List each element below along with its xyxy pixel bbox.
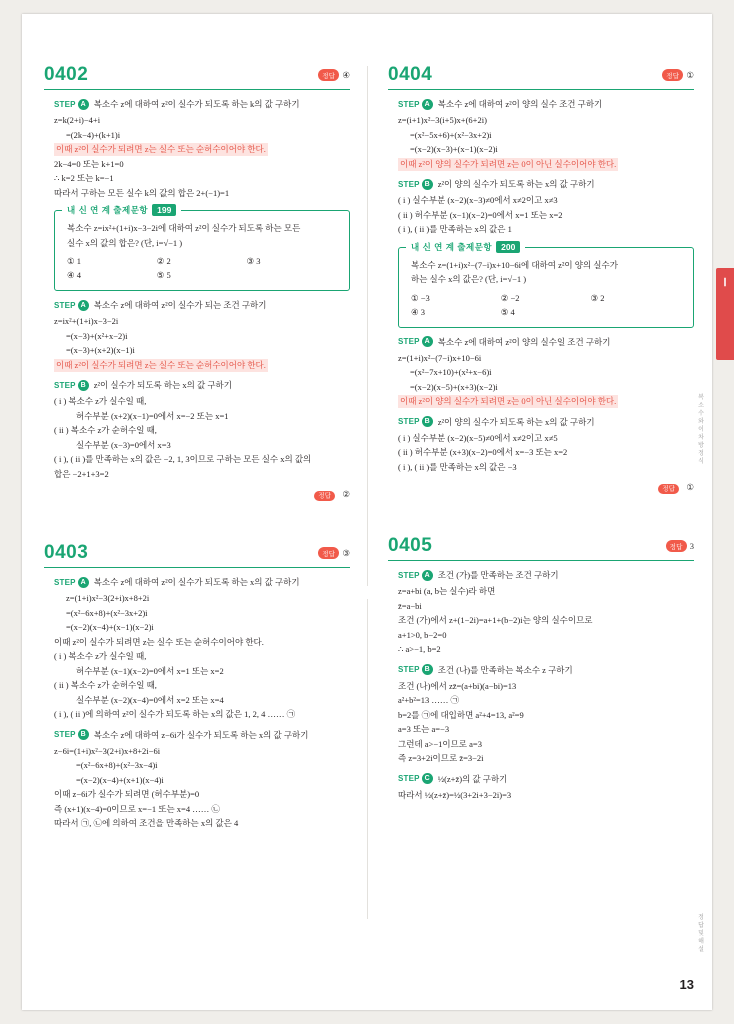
solution-line: =(x²−6x+8)+(x²−3x+2)i: [66, 607, 148, 618]
solution-line-highlight: 이때 z²이 양의 실수가 되려면 z는 0이 아닌 실수이어야 한다.: [400, 396, 617, 406]
solution-line: ( ii ) 허수부분 (x−1)(x−2)=0에서 x=1 또는 x=2: [398, 209, 563, 220]
inner-step-a: [54, 299, 350, 311]
solution-line: ( i ) 복소수 z가 실수일 때,: [54, 396, 147, 406]
step-title: 복소수 z에 대하여 z²이 실수가 되는 조건 구하기: [93, 300, 267, 310]
choice-item[interactable]: ④ 4: [67, 270, 81, 280]
answer-value: ②: [342, 489, 350, 499]
solution-line: ( ii ) 허수부분 (x+3)(x−2)=0에서 x=−3 또는 x=2: [398, 447, 568, 457]
solution-line-highlight: 이때 z²이 실수가 되려면 z는 실수 또는 순허수이어야 한다.: [56, 359, 266, 370]
solution-line: z=a+bi (a, b는 실수)라 하면: [398, 586, 496, 596]
solution-line: b=2를 ㉠에 대입하면 a²+4=13, a²=9: [398, 709, 524, 720]
question-line: 복소수 z=(1+i)x²−(7−i)x+10−6i에 대하여 z²이 양의 실수가: [411, 259, 618, 270]
problem-0403: [44, 542, 350, 831]
step-letter: A: [422, 99, 433, 110]
step-badge-text: STEP: [398, 179, 420, 189]
solution-line: =(2k−4)+(k+1)i: [66, 129, 121, 140]
step-b: [398, 178, 694, 190]
step-badge-text: STEP: [54, 730, 76, 739]
answer-badge: [318, 69, 350, 81]
choice-item[interactable]: ① 1: [67, 256, 81, 266]
choice-item[interactable]: ② 2: [156, 256, 171, 266]
problem-0402: [44, 64, 350, 502]
problem-0405: [388, 535, 694, 802]
solution-line: ∴ a>−1, b=2: [398, 644, 441, 654]
step-badge-text: STEP: [398, 99, 420, 109]
solution-line: 즉 (x+1)(x−4)=0이므로 x=−1 또는 x=4 …… ㉡: [54, 803, 220, 814]
left-column: [44, 64, 350, 847]
inner-answer-badge: [398, 477, 694, 495]
solution-line: 이때 z²이 실수가 되려면 z는 실수 또는 순허수이어야 한다.: [54, 636, 264, 647]
step-title: 복소수 z에 대하여 z²이 양의 실수 조건 구하기: [437, 99, 603, 109]
answer-badge: [666, 540, 694, 552]
solution-line: z=ix²+(1+i)x−3−2i: [54, 316, 119, 326]
solution-line: =(x−3)+(x+2)(x−1)i: [66, 345, 135, 355]
solution-line: =(x−3)+(x²+x−2)i: [66, 330, 128, 341]
step-title: 조건 (나)를 만족하는 복소수 z 구하기: [437, 664, 573, 675]
answer-badge: [662, 69, 694, 81]
problem-header: [388, 64, 694, 90]
step-title: 조건 (가)를 만족하는 조건 구하기: [437, 570, 559, 580]
step-title: z²이 양의 실수가 되도록 하는 x의 값 구하기: [437, 179, 595, 189]
solution-line: 합은 −2+1+3=2: [54, 468, 109, 479]
choice-item[interactable]: ③ 3: [246, 256, 261, 266]
related-question-body: [399, 259, 693, 319]
step-badge-text: STEP: [398, 337, 420, 346]
related-question-number: 200: [496, 241, 520, 253]
solution-line: =(x²−6x+8)+(x²−3x−4)i: [76, 760, 158, 770]
question-line: 복소수 z=ix²+(1+i)x−3−2i에 대하여 z²이 실수가 되도록 하는 모든: [67, 223, 301, 233]
problem-number: 0403: [44, 542, 89, 563]
choice-item[interactable]: ② −2: [500, 292, 520, 303]
step-title: 복소수 z에 대하여 z²이 양의 실수일 조건 구하기: [437, 336, 611, 347]
answer-value: ①: [686, 69, 694, 80]
solution-line: 조건 (가)에서 z+(1−2i)=a+1+(b−2)i는 양의 실수이므로: [398, 615, 593, 625]
solution-line: 이때 z−6i가 실수가 되려면 (허수부분)=0: [54, 789, 200, 799]
solution-line: ∴ k=2 또는 k=−1: [54, 173, 114, 183]
problem-header: [44, 542, 350, 568]
solution-line: z=(1+i)x²−(7−i)x+10−6i: [398, 352, 482, 363]
solution-line: ( i ), ( ii )를 만족하는 x의 값은 −2, 1, 3이므로 구하는 모든 실수 x의 값의: [54, 454, 312, 464]
solution-line: 실수부분 (x−3)=0에서 x=3: [76, 439, 171, 450]
step-title: 복소수 z에 대하여 z²이 실수가 되도록 하는 k의 값 구하기: [93, 99, 300, 109]
solution-line: 실수부분 (x−2)(x−4)=0에서 x=2 또는 x=4: [76, 694, 224, 705]
step-letter: B: [78, 729, 89, 740]
question-line: 실수 x의 값의 합은? (단, i=√−1 ): [67, 237, 183, 248]
step-badge-text: STEP: [398, 417, 420, 426]
step-badge-text: STEP: [54, 300, 76, 310]
answer-label: 정답: [318, 69, 339, 81]
answer-value: ④: [342, 69, 350, 80]
solution-line-highlight: 이때 z²이 양의 실수가 되려면 z는 0이 아닌 실수이어야 한다.: [400, 158, 617, 169]
step-badge-text: STEP: [54, 99, 76, 109]
question-line: 하는 실수 x의 값은? (단, i=√−1 ): [411, 274, 527, 284]
answer-label: 정답: [314, 491, 335, 501]
choice-item[interactable]: ③ 2: [590, 292, 605, 303]
step-title: 복소수 z에 대하여 z²이 실수가 되도록 하는 x의 값 구하기: [93, 577, 300, 587]
solution-line: ( i ) 실수부분 (x−2)(x−3)≠0에서 x≠2이고 x≠3: [398, 195, 558, 205]
problem-header: [388, 535, 694, 561]
solution-line: z=(i+1)x²−3(i+5)x+(6+2i): [398, 115, 487, 125]
solution-line: ( i ), ( ii )를 만족하는 x의 값은 −3: [398, 461, 517, 472]
step-letter: A: [78, 99, 89, 110]
solution-line: ( ii ) 복소수 z가 순허수일 때,: [54, 680, 157, 690]
solution-line: ( i ), ( ii )에 의하여 z²이 실수가 되도록 하는 x의 값은 1, 2, 4 …… ㉠: [54, 709, 296, 719]
step-badge-text: STEP: [398, 665, 420, 674]
step-title: ½(z+z̄)의 값 구하기: [437, 773, 508, 784]
related-question-header: [62, 204, 181, 216]
inner-step-b: [54, 379, 350, 391]
step-title: z²이 양의 실수가 되도록 하는 x의 값 구하기: [437, 416, 595, 427]
answer-badge: [318, 547, 350, 559]
solution-line: 허수부분 (x−1)(x−2)=0에서 x=1 또는 x=2: [76, 665, 224, 676]
answer-label: 정답: [662, 69, 683, 81]
solution-line: =(x−2)(x−4)+(x+1)(x−4)i: [76, 774, 164, 785]
related-question-header: [406, 241, 525, 253]
step-a: [398, 98, 694, 110]
solution-line: ( ii ) 복소수 z가 순허수일 때,: [54, 425, 157, 435]
solution-line: 즉 z=3+2i이므로 z̄=3−2i: [398, 753, 484, 763]
answer-label: 정답: [666, 540, 687, 552]
solution-line: =(x²−7x+10)+(x²+x−6)i: [410, 367, 492, 377]
step-b: [398, 664, 694, 676]
step-letter: A: [78, 577, 89, 588]
problem-0404: [388, 64, 694, 495]
solution-line: z=(1+i)x²−3(2+i)x+8+2i: [66, 593, 150, 603]
related-question-body: [55, 222, 349, 282]
solution-line: 조건 (나)에서 zz̄=(a+bi)(a−bi)=13: [398, 680, 517, 691]
answer-value: ③: [342, 547, 350, 558]
page-number: 13: [679, 977, 694, 992]
inner-step-a: [398, 336, 694, 348]
step-letter: A: [422, 570, 433, 581]
solution-line: =(x−2)(x−5)+(x+3)(x−2)i: [410, 381, 498, 392]
solution-line: 그런데 a>−1이므로 a=3: [398, 738, 482, 749]
choice-item[interactable]: ⑤ 4: [500, 306, 515, 317]
step-letter: C: [422, 773, 433, 784]
related-question-number: 199: [152, 204, 176, 216]
solution-line: 허수부분 (x+2)(x−1)=0에서 x=−2 또는 x=1: [76, 410, 229, 421]
inner-answer-badge: [54, 484, 350, 502]
inner-step-b: [398, 416, 694, 428]
solution-line: 따라서 구하는 모든 실수 k의 값의 합은 2+(−1)=1: [54, 187, 230, 198]
step-a: [54, 98, 350, 110]
choice-item[interactable]: ④ 3: [411, 306, 425, 317]
step-a: [398, 569, 694, 581]
step-badge-text: STEP: [54, 577, 76, 587]
problem-number: 0404: [388, 64, 433, 85]
step-letter: B: [422, 416, 433, 427]
answer-label: 정답: [658, 484, 679, 494]
step-title: z²이 실수가 되도록 하는 x의 값 구하기: [93, 380, 232, 390]
solution-line: a+1>0, b−2=0: [398, 629, 447, 640]
step-letter: A: [78, 300, 89, 311]
side-note-section: 정답 및 해설: [698, 915, 704, 953]
step-c: [398, 773, 694, 785]
answer-value: ①: [686, 482, 694, 492]
step-letter: B: [422, 179, 433, 190]
choice-list: [411, 291, 683, 319]
related-question-box-200: [398, 241, 694, 328]
column-divider-bottom: [367, 599, 368, 919]
problem-header: [44, 64, 350, 90]
step-letter: B: [78, 380, 89, 391]
related-question-box-199: [54, 205, 350, 291]
choice-item[interactable]: ⑤ 5: [156, 270, 171, 280]
step-badge-text: STEP: [398, 570, 420, 580]
problem-body: [388, 98, 694, 495]
step-letter: A: [422, 336, 433, 347]
solution-line: ( i ), ( ii )를 만족하는 x의 값은 1: [398, 224, 512, 234]
solution-line-highlight: 이때 z²이 실수가 되려면 z는 실수 또는 순허수이어야 한다.: [56, 144, 266, 154]
solution-line: 2k−4=0 또는 k+1=0: [54, 158, 124, 169]
problem-number: 0405: [388, 535, 433, 556]
solution-line: 따라서 ㉠, ㉡에 의하여 조건을 만족하는 x의 값은 4: [54, 818, 239, 828]
answer-sheet-page: [22, 14, 712, 1010]
choice-list: [67, 254, 339, 282]
step-a: [54, 576, 350, 588]
problem-body: [44, 576, 350, 831]
column-divider-top: [367, 66, 368, 586]
problem-number: 0402: [44, 64, 89, 85]
solution-line: =(x−2)(x−4)+(x−1)(x−2)i: [66, 622, 154, 632]
step-badge-text: STEP: [398, 774, 420, 783]
right-column: [388, 64, 694, 818]
solution-line: z−6i=(1+i)x²−3(2+i)x+8+2i−6i: [54, 745, 161, 756]
solution-line: z̄=a−bi: [398, 600, 422, 611]
answer-label: 정답: [318, 547, 339, 559]
step-badge-text: STEP: [54, 380, 76, 390]
solution-line: 따라서 ½(z+z̄)=½(3+2i+3−2i)=3: [398, 789, 512, 800]
step-letter: B: [422, 664, 433, 675]
solution-line: z=k(2+i)−4+i: [54, 115, 101, 125]
problem-body: [44, 98, 350, 502]
solution-line: ( i ) 실수부분 (x−2)(x−5)≠0에서 x≠2이고 x≠5: [398, 432, 558, 443]
answer-value: 3: [689, 541, 694, 551]
step-title: 복소수 z에 대하여 z−6i가 실수가 되도록 하는 x의 값 구하기: [93, 729, 309, 740]
related-question-label: 내 신 연 계 출제문항: [67, 205, 149, 215]
choice-item[interactable]: ① −3: [411, 292, 430, 303]
solution-line: a=3 또는 a=−3: [398, 724, 450, 734]
chapter-tab-label: Ⅰ: [723, 277, 727, 289]
side-note-chapter: 복 소 수 와 이 차 방 정 식: [698, 395, 704, 465]
solution-line: ( i ) 복소수 z가 실수일 때,: [54, 651, 147, 661]
solution-line: a²+b²=13 …… ㉠: [398, 695, 459, 705]
step-b: [54, 729, 350, 741]
solution-line: =(x−2)(x−3)+(x−1)(x−2)i: [410, 144, 498, 154]
solution-line: =(x²−5x+6)+(x²−3x+2)i: [410, 129, 492, 140]
related-question-label: 내 신 연 계 출제문항: [411, 241, 493, 252]
problem-body: [388, 569, 694, 802]
